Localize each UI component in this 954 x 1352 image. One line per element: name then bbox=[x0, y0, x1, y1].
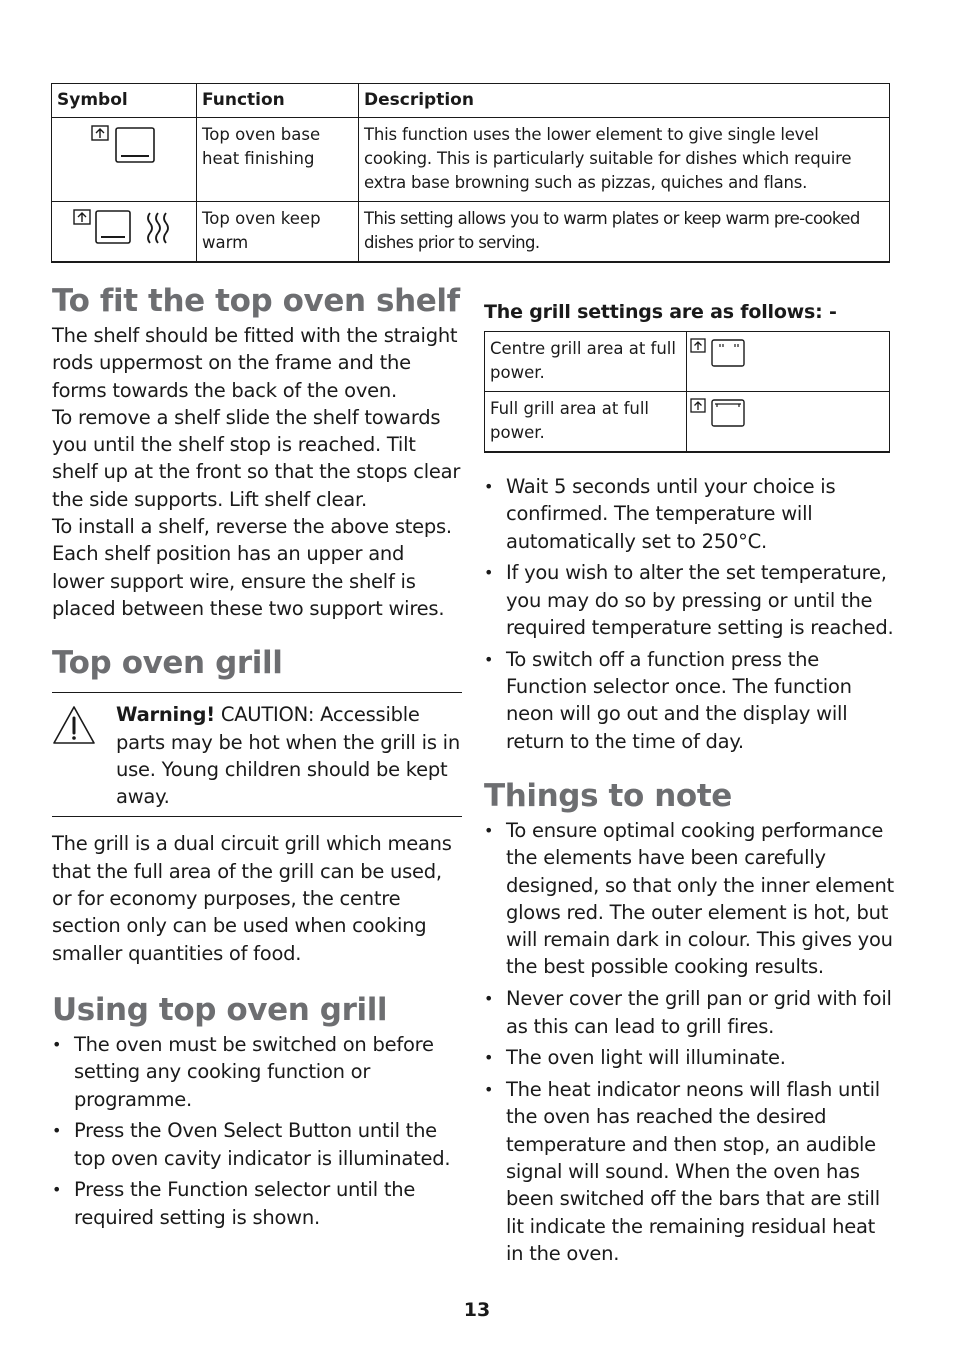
grill-description: The grill is a dual circuit grill which means that the full area of the grill can be used, or for economy purposes, the centre section only can be used when cooking smaller quantities of food. bbox=[52, 832, 452, 965]
top-oven-grill-heading: Top oven grill bbox=[52, 645, 283, 682]
grill-setting-symbol bbox=[687, 332, 890, 392]
function-cell: Top oven keep warm bbox=[197, 202, 359, 262]
fit-shelf-heading: To fit the top oven shelf bbox=[52, 283, 460, 319]
grill-setting-symbol bbox=[687, 392, 890, 453]
warning-triangle-icon bbox=[52, 705, 96, 745]
warning-caution: CAUTION: Accessible parts may be hot when the grill is in use. Young children should be kept away. bbox=[116, 703, 460, 809]
list-item: • To ensure optimal cooking performance the elements have been carefully designed, so that only the inner element glows red. The outer element is hot, but will remain dark in colour. This gives you the best possible cooking results. bbox=[484, 817, 896, 981]
grill-settings-table bbox=[484, 331, 890, 453]
list-item: • If you wish to alter the set temperature, you may do so by pressing or until the required temperature setting is reached. bbox=[484, 559, 896, 641]
install-shelf-paragraph: To install a shelf, reverse the above steps. Each shelf position has an upper and lower support wire, ensure the shelf is placed between these two support wires. bbox=[52, 515, 452, 620]
list-item: • To switch off a function press the Function selector once. The function neon will go out and the display will return to the time of day. bbox=[484, 646, 896, 755]
table-header-row bbox=[52, 84, 890, 118]
table-row bbox=[52, 202, 890, 262]
grill-settings-title: The grill settings are as follows: - bbox=[484, 301, 837, 323]
page-number: 13 bbox=[463, 1299, 491, 1321]
things-to-note-heading: Things to note bbox=[484, 777, 732, 814]
list-item: • The oven must be switched on before setting any cooking function or programme. bbox=[52, 1031, 462, 1113]
centre-grill-icon bbox=[689, 338, 749, 368]
header-description: Description bbox=[359, 84, 890, 118]
list-item: • Press the Function selector until the required setting is shown. bbox=[52, 1176, 462, 1231]
warning-box bbox=[52, 692, 462, 817]
symbol-cell bbox=[52, 118, 197, 202]
things-to-note-list bbox=[484, 817, 896, 1267]
list-item: • The heat indicator neons will flash until the oven has reached the desired temperature and then stop, an audible signal will sound. When the oven has been switched off the bars that are still lit indicate the remaining residual heat in the oven. bbox=[484, 1076, 896, 1267]
function-cell: Top oven base heat finishing bbox=[197, 118, 359, 202]
list-item: • Wait 5 seconds until your choice is confirmed. The temperature will automatically set to 250°C. bbox=[484, 473, 896, 555]
header-function: Function bbox=[197, 84, 359, 118]
using-grill-list bbox=[52, 1031, 462, 1231]
table-row bbox=[485, 392, 890, 453]
list-item: • Never cover the grill pan or grid with foil as this can lead to grill fires. bbox=[484, 985, 896, 1040]
grill-setting-label: Centre grill area at full power. bbox=[485, 332, 687, 392]
left-column bbox=[52, 280, 462, 1236]
warning-text bbox=[116, 701, 462, 810]
using-grill-section bbox=[52, 989, 462, 1231]
symbol-cell bbox=[52, 202, 197, 262]
description-cell: This setting allows you to warm plates or keep warm pre-cooked dishes prior to serving. bbox=[359, 202, 890, 262]
table-row bbox=[52, 118, 890, 202]
warning-label: Warning! bbox=[116, 703, 215, 727]
remove-shelf-paragraph: To remove a shelf slide the shelf towards you until the shelf stop is reached. Tilt shelf up at the front so that the stops clear the side supports. Lift shelf clear. bbox=[52, 405, 461, 511]
using-grill-heading: Using top oven grill bbox=[52, 991, 388, 1028]
things-to-note-section bbox=[484, 775, 896, 1267]
description-cell: This function uses the lower element to give single level cooking. This is particularly suitable for dishes which require extra base browning such as pizzas, quiches and flans. bbox=[359, 118, 890, 202]
fit-shelf-section bbox=[52, 280, 462, 622]
fit-shelf-paragraph: The shelf should be fitted with the straight rods uppermost on the frame and the forms towards the back of the oven. bbox=[52, 324, 458, 402]
top-oven-grill-section bbox=[52, 642, 462, 967]
full-grill-icon bbox=[689, 398, 749, 428]
right-column bbox=[484, 298, 896, 1272]
top-oven-base-heat-icon bbox=[89, 125, 159, 165]
list-item: • The oven light will illuminate. bbox=[484, 1044, 896, 1071]
list-item: • Press the Oven Select Button until the top oven cavity indicator is illuminated. bbox=[52, 1117, 462, 1172]
grill-setting-label: Full grill area at full power. bbox=[485, 392, 687, 453]
grill-settings-list bbox=[484, 473, 896, 755]
table-row bbox=[485, 332, 890, 392]
function-table bbox=[51, 83, 890, 263]
top-oven-keep-warm-icon bbox=[72, 209, 176, 245]
header-symbol: Symbol bbox=[52, 84, 197, 118]
